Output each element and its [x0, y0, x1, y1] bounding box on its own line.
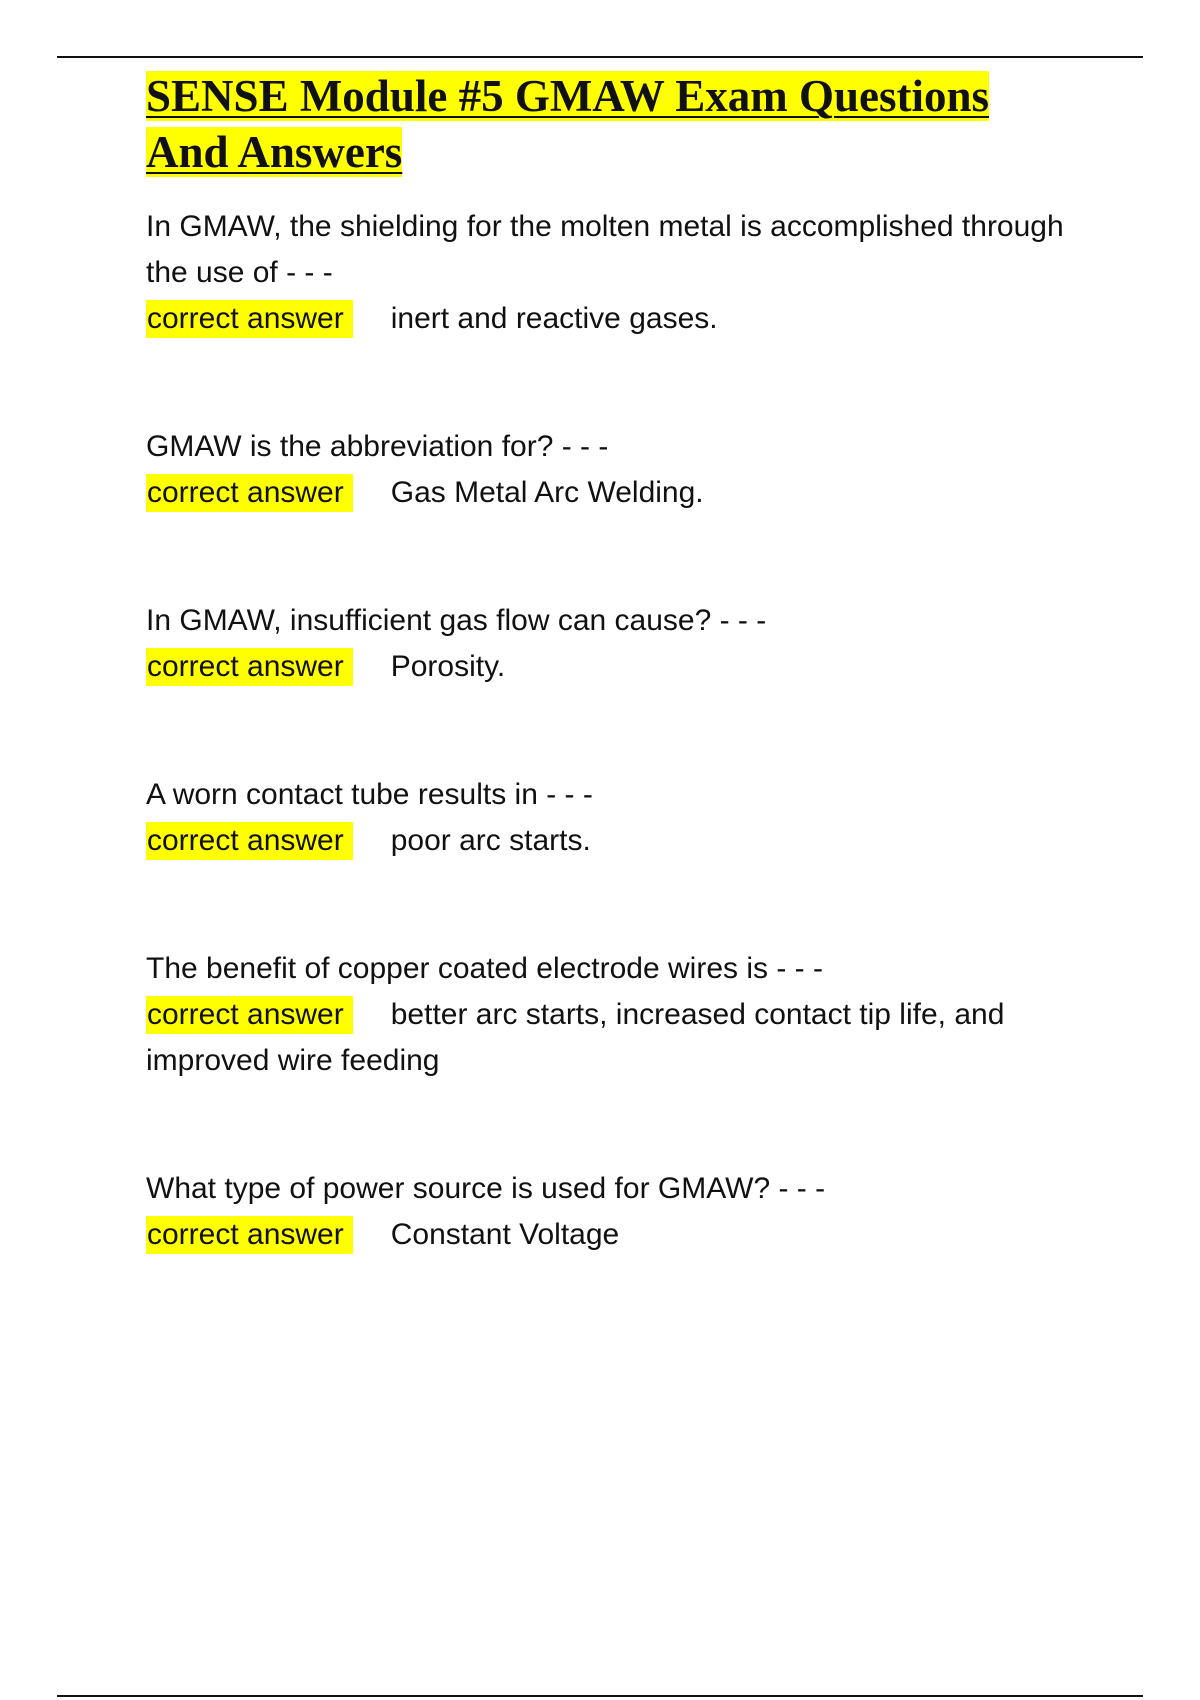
answer-line: [146, 470, 1076, 516]
correct-answer-tag: correct answer: [146, 300, 353, 338]
correct-answer-tag: correct answer: [146, 996, 353, 1034]
correct-answer-tag: correct answer: [146, 822, 353, 860]
qa-item: [146, 204, 1076, 342]
correct-answer-tag: correct answer: [146, 474, 353, 512]
question-text: The benefit of copper coated electrode wires is - - -: [146, 952, 823, 985]
question-text: In GMAW, the shielding for the molten metal is accomplished through the use of - - -: [146, 210, 1064, 289]
question-text: A worn contact tube results in - - -: [146, 778, 593, 811]
correct-answer-tag: correct answer: [146, 1216, 353, 1254]
answer-line: [146, 296, 1076, 342]
qa-item: [146, 1166, 1076, 1258]
qa-item: [146, 772, 1076, 864]
question-text: In GMAW, insufficient gas flow can cause? - - -: [146, 604, 767, 637]
answer-text: Porosity.: [390, 650, 506, 683]
question-text: What type of power source is used for GMAW? - - -: [146, 1172, 826, 1205]
footer-rule: [57, 1695, 1143, 1697]
correct-answer-tag: correct answer: [146, 648, 353, 686]
answer-text: better arc starts, increased contact tip life, and improved wire feeding: [146, 998, 1005, 1077]
qa-item: [146, 946, 1076, 1084]
document-body: [146, 68, 1076, 1258]
answer-text: Gas Metal Arc Welding.: [390, 476, 704, 509]
qa-item: [146, 424, 1076, 516]
document-title: SENSE Module #5 GMAW Exam Questions And Answers: [146, 71, 990, 177]
answer-line: [146, 818, 1076, 864]
qa-item: [146, 598, 1076, 690]
answer-line: [146, 644, 1076, 690]
answer-line: [146, 992, 1076, 1084]
answer-line: [146, 1212, 1076, 1258]
header-rule: [57, 56, 1143, 58]
answer-text: Constant Voltage: [390, 1218, 620, 1251]
answer-text: inert and reactive gases.: [390, 302, 718, 335]
question-text: GMAW is the abbreviation for? - - -: [146, 430, 609, 463]
answer-text: poor arc starts.: [390, 824, 591, 857]
